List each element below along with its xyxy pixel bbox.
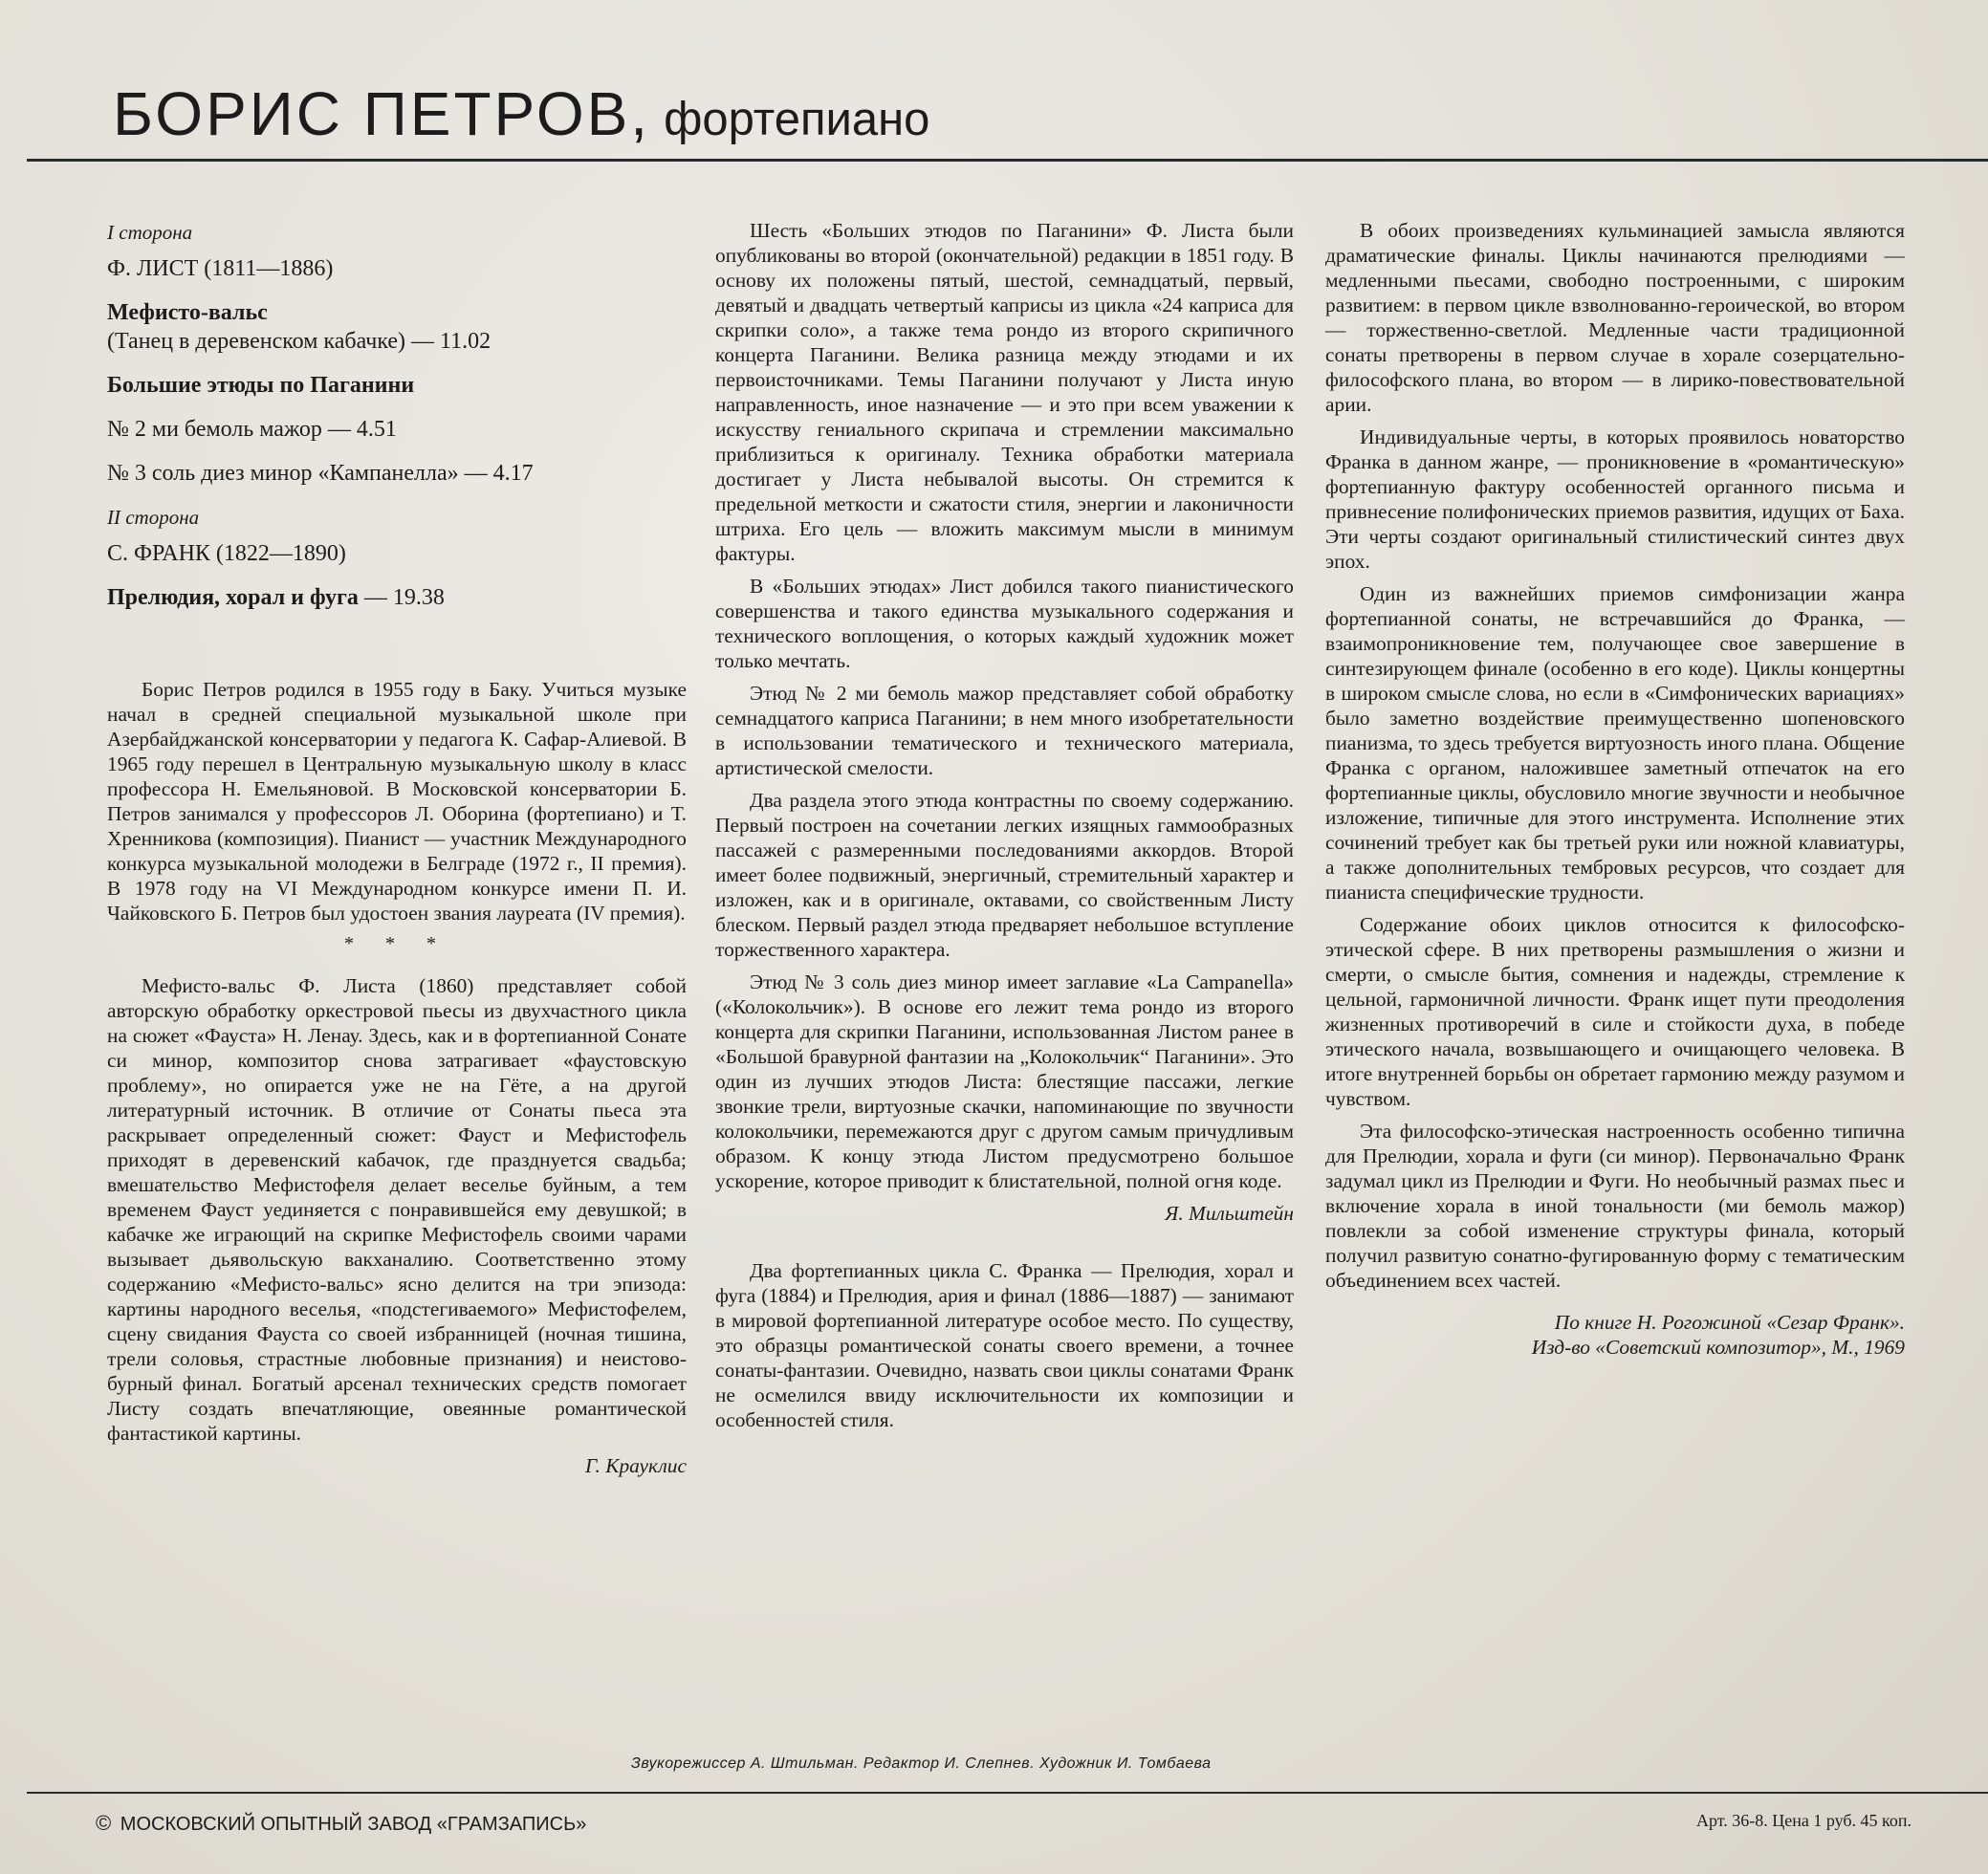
etude-3-track: № 3 соль диез минор «Кампанелла» — 4.17	[107, 461, 534, 486]
composer-franck: С. ФРАНК (1822—1890)	[107, 541, 346, 566]
publisher-name: МОСКОВСКИЙ ОПЫТНЫЙ ЗАВОД «ГРАМЗАПИСЬ»	[120, 1814, 587, 1835]
etudes-paragraph-5: Этюд № 3 соль диез минор имеет заглавие «La Campanella» («Колокольчик»). В основе его лежит тема рондо из второго концерта для скрипки Паганини, использованная Листом ранее в «Большой бравурной фантазии на „Колокольчик“ Паганини». Это один из лучших этюдов Листа: блестящие пассажи, легкие звонкие трели, виртуозные скачки, напоминающие по звучности колокольчики, перемежаются друг с другом самым причудливым образом. К концу этюда Листом предусмотрено большое ускорение, которое приводит к блистательной, полной огня коде.	[715, 970, 1294, 1192]
work-mephisto-title: Мефисто-вальс	[107, 300, 268, 325]
publisher-line	[96, 1811, 586, 1836]
franck-paragraph-6: Эта философско-этическая настроенность особенно типична для Прелюдии, хорала и фуги (си минор). Первоначально Франк задумал цикл из Прелюдии и Фуги. Но необычный размах пьес и включение хорала в иной тональности (ми бемоль мажор) повлекли за собой изменение структуры финала, который получил развитую сонатно-фугированную форму с тематическим объединением всех частей.	[1325, 1120, 1905, 1292]
signature-krauklis: Г. Крауклис	[584, 1454, 687, 1477]
franck-paragraph-1: Два фортепианных цикла С. Франка — Прелюдия, хорал и фуга (1884) и Прелюдия, ария и финал (1886—1887) — занимают в мировой фортепианной литературе особое место. По существу, это образцы романтической сонаты своего времени, а точнее сонаты-фантазии. Очевидно, назвать свои циклы сонатами Франк не осмелился ввиду исключительности их композиции и особенностей стиля.	[715, 1259, 1294, 1431]
work-mephisto-subtitle: (Танец в деревенском кабачке) — 11.02	[107, 329, 492, 354]
top-divider	[27, 159, 1988, 162]
performer-name: БОРИС ПЕТРОВ,	[113, 79, 651, 148]
work-etudes-title: Большие этюды по Паганини	[107, 373, 415, 398]
source-line-2: Изд-во «Советский композитор», М., 1969	[1531, 1336, 1905, 1359]
catalog-price: Арт. 36-8. Цена 1 руб. 45 коп.	[1695, 1811, 1912, 1830]
etudes-paragraph-2: В «Больших этюдах» Лист добился такого пианистического совершенства и такого единства музыкального содержания и технического воплощения, о которых каждый художник может только мечтать.	[715, 575, 1294, 672]
column-left	[107, 218, 687, 1478]
source-citation	[1325, 1310, 1905, 1360]
etudes-paragraph-3: Этюд № 2 ми бемоль мажор представляет собой обработку семнадцатого каприса Паганини; в нем много изобретательности в использовании тематического и технического материала, артистической смелости.	[715, 682, 1294, 779]
etudes-paragraph-1: Шесть «Больших этюдов по Паганини» Ф. Листа были опубликованы во второй (окончательной) редакции в 1851 году. В основу их положены пятый, шестой, семнадцатый, первый, девятый и двадцать четвертый каприсы из цикла «24 каприса для скрипки соло», а также тема рондо из второго скрипичного концерта Паганини. Велика разница между этюдами и их первоисточниками. Темы Паганини получают у Листа иную направленность, иное назначение — и это при всем уважении к искусству гениального скрипача и стремлении максимально приблизиться к оригиналу. Техника обработки материала достигает у Листа небывалой высоты. Он стремится к предельной меткости и сжатости стиля, энергии и лаконичности штриха. Его цель — вложить максимум мысли в минимум фактуры.	[715, 219, 1294, 565]
production-credits: Звукорежиссер А. Штильман. Редактор И. Слепнев. Художник И. Томбаева	[631, 1755, 1212, 1772]
header	[113, 78, 929, 149]
etudes-paragraph-4: Два раздела этого этюда контрастны по своему содержанию. Первый построен на сочетании легких изящных гаммообразных пассажей с размеренными последованиями аккордов. Второй имеет более подвижный, энергичный, стремительный характер и изложен, как и в оригинале, октавами, со свойственным Листу блеском. Первый раздел этюда предваряет небольшое вступление торжественного характера.	[715, 789, 1294, 961]
work-prelude-duration: — 19.38	[358, 585, 445, 610]
instrument-label: фортепиано	[664, 94, 930, 145]
section-separator: * * *	[344, 933, 449, 954]
franck-paragraph-4: Один из важнейших приемов симфонизации жанра фортепианной сонаты, не встречавшийся до Франка, — взаимопроникновение тем, получающее свое завершение в синтезирующем финале (особенно в его коде). Циклы концертны в широком смысле слова, но если в «Симфонических вариациях» было заметно воздействие преимущественно шопеновского пианизма, то здесь требуется виртуозность иного плана. Общение Франка с органом, наложившее заметный отпечаток на его фортепианные циклы, обусловило многие звучности и необычное изложение, типичные для этого инструмента. Исполнение этих сочинений требует как бы третьей руки или ножной клавиатуры, а также дополнительных тембровых ресурсов, что создает для пианиста специфические трудности.	[1325, 582, 1905, 904]
copyright-icon: ©	[96, 1811, 112, 1835]
mephisto-paragraph: Мефисто-вальс Ф. Листа (1860) представляет собой авторскую обработку оркестровой пьесы из двухчастного цикла на сюжет «Фауста» Н. Ленау. Здесь, как и в фортепианной Сонате си минор, композитор снова затрагивает «фаустовскую проблему», но опирается уже не на Гёте, а на другой литературный источник. В отличие от Сонаты пьеса эта раскрывает определенный сюжет: Фауст и Мефистофель приходят в деревенский кабачок, где празднуется свадьба; вмешательство Мефистофеля делает веселье буйным, а тем временем Фауст уединяется с понравившейся ему девушкой; в кабачке же играющий на скрипке Мефистофель своими чарами вызывает дьявольскую вакханалию. Соответственно этому содержанию «Мефисто-вальс» ясно делится на три эпизода: картины народного веселья, «подстегиваемого» Мефистофелем, сцену свидания Фауста со своей избранницей (ночная тишина, трели соловья, страстные любовные признания) и неистово-бурный финал. Богатый арсенал технических средств помогает Листу создать впечатляющие, овеянные романтической фантастикой картины.	[107, 974, 687, 1445]
etude-2-track: № 2 ми бемоль мажор — 4.51	[107, 417, 397, 442]
side-1-label: I сторона	[107, 221, 193, 244]
column-middle	[715, 218, 1294, 1432]
column-right	[1325, 218, 1905, 1360]
franck-paragraph-2: В обоих произведениях кульминацией замысла являются драматические финалы. Циклы начинаются прелюдиями — медленными пьесами, свободно построенными, с широким развитием: в первом цикле взволнованно-героической, во втором — торжественно-светлой. Медленные части традиционной сонаты претворены в первом случае в хорале созерцательно-философского плана, во втором — в лирико-повествовательной арии.	[1325, 219, 1905, 416]
bottom-divider	[27, 1792, 1988, 1794]
signature-milshtein: Я. Мильштейн	[1165, 1202, 1294, 1225]
biography-paragraph: Борис Петров родился в 1955 году в Баку. Учиться музыке начал в средней специальной музыкальной школе при Азербайджанской консерватории у педагога К. Сафар-Алиевой. В 1965 году перешел в Центральную музыкальную школу в класс профессора Н. Емельяновой. В Московской консерватории Б. Петров занимался у профессоров Л. Оборина (фортепиано) и Т. Хренникова (композиция). Пианист — участник Международного конкурса музыкальной молодежи в Белграде (1972 г., II премия). В 1978 году на VI Международном конкурсе имени П. И. Чайковского Б. Петров был удостоен звания лауреата (IV премия).	[107, 678, 687, 925]
composer-liszt: Ф. ЛИСТ (1811—1886)	[107, 256, 334, 281]
work-prelude-title: Прелюдия, хорал и фуга	[107, 585, 359, 610]
work-prelude-track	[107, 583, 687, 612]
side-2-label: II сторона	[107, 506, 200, 529]
program-listing	[107, 218, 687, 612]
franck-paragraph-5: Содержание обоих циклов относится к философско-этической сфере. В них претворены размышления о жизни и смерти, о смысле бытия, сомнения и надежды, стремление к цельной, гармоничной личности. Франк ищет пути преодоления жизненных противоречий в силе и стойкости духа, в победе этического начала, возвышающего и очищающего человека. В итоге внутренней борьбы он обретает гармонию между разумом и чувством.	[1325, 913, 1905, 1110]
source-line-1: По книге Н. Рогожиной «Сезар Франк».	[1554, 1311, 1905, 1334]
franck-paragraph-3: Индивидуальные черты, в которых проявилось новаторство Франка в данном жанре, — проникновение в «романтическую» фортепианную фактуру особенностей органного письма и привнесение полифонических приемов развития, идущих от Баха. Эти черты создают оригинальный стилистический синтез двух эпох.	[1325, 425, 1905, 573]
